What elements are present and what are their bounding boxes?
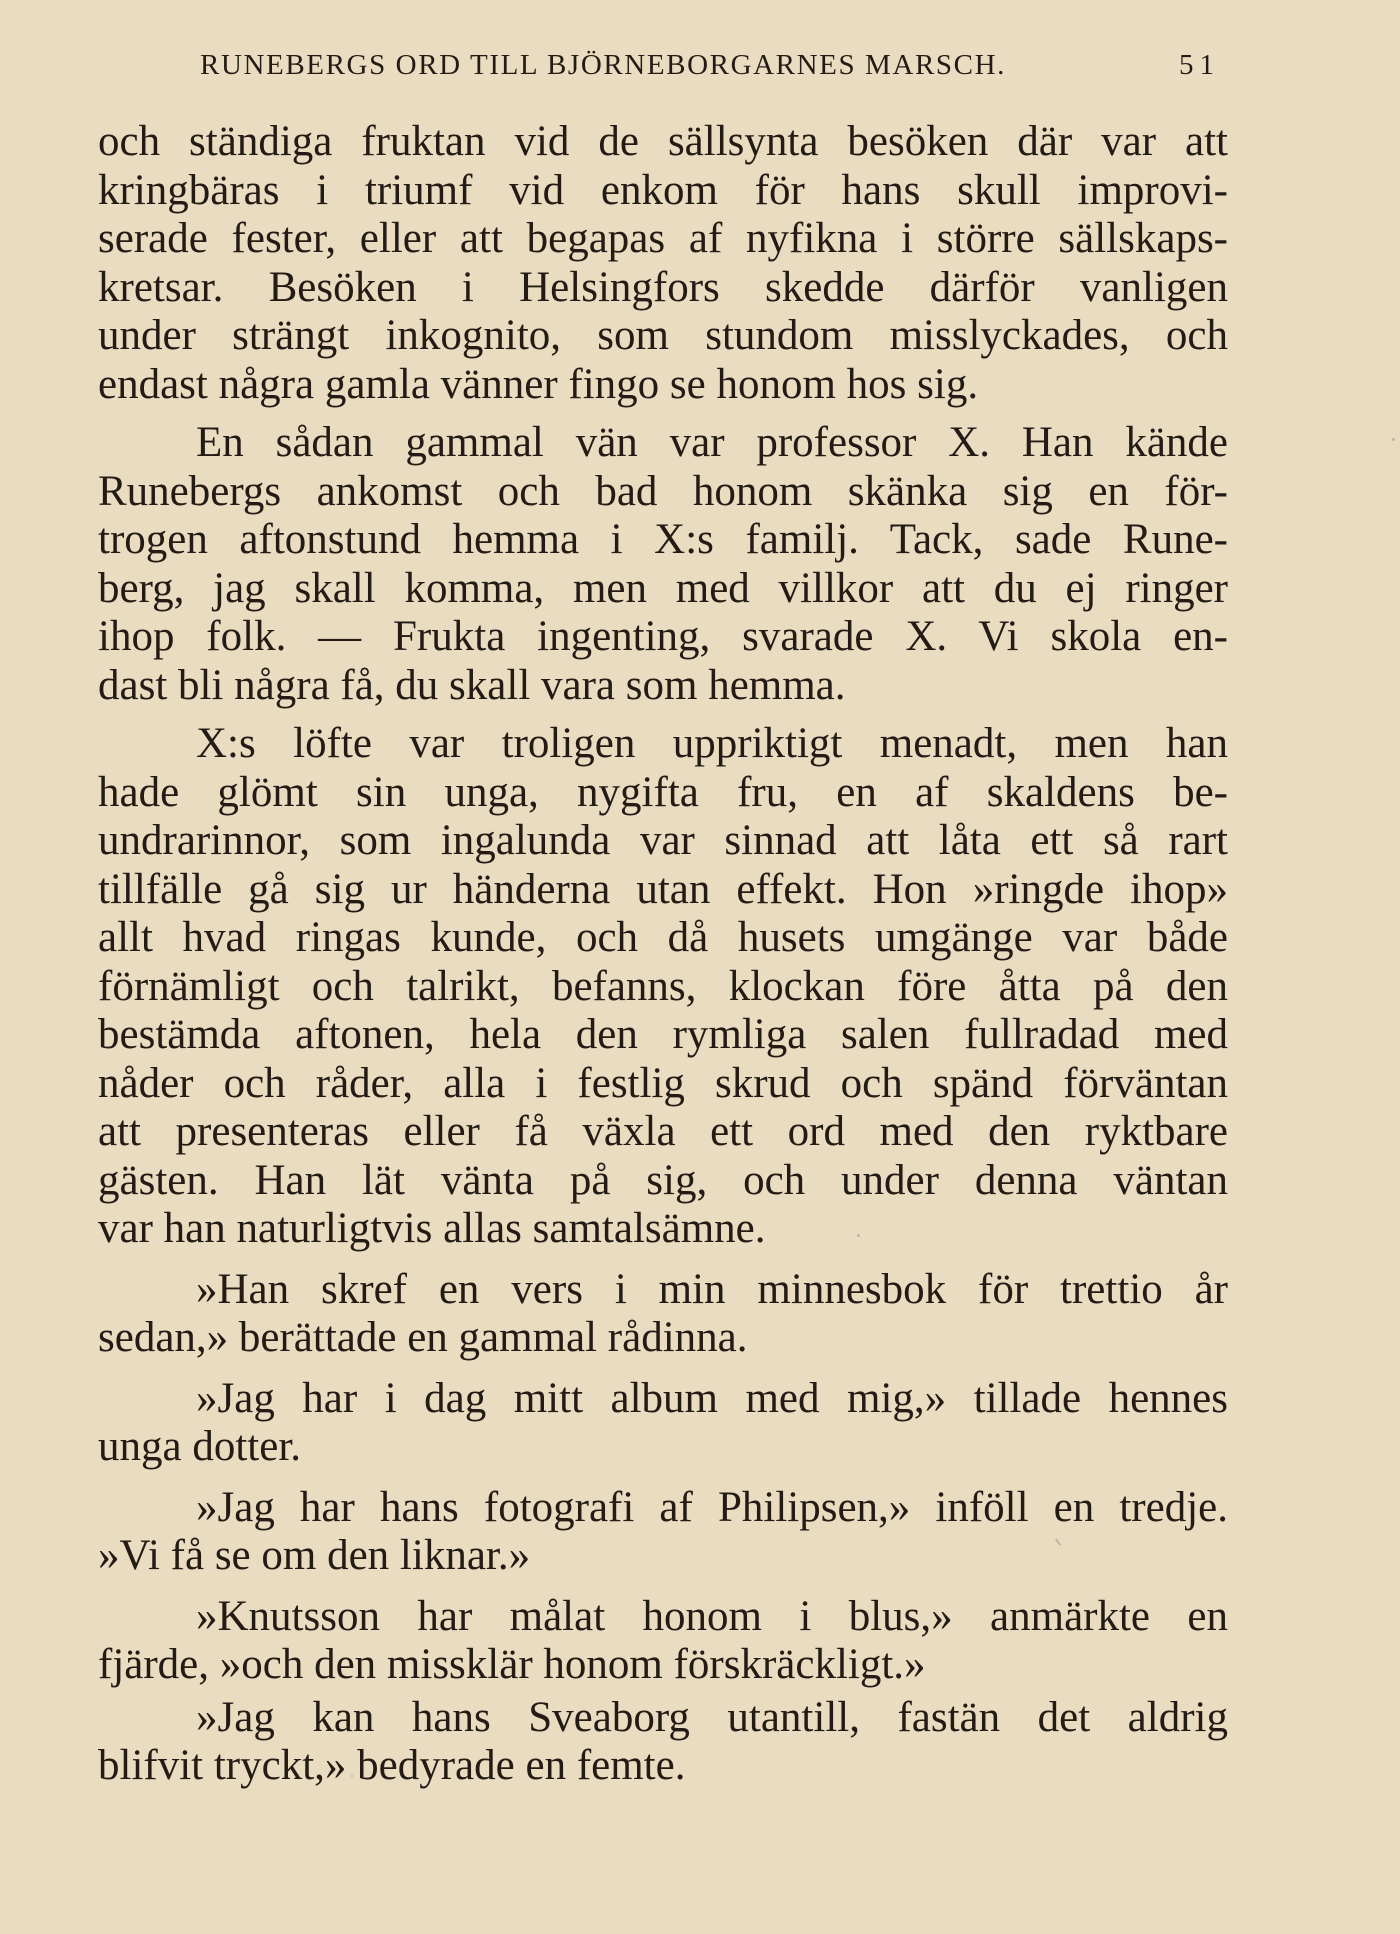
text-line: förnämligt och talrikt, befanns, klockan före åtta på den	[98, 962, 1228, 1010]
text-line: berg, jag skall komma, men med villkor att du ej ringer	[98, 564, 1228, 612]
paragraph-3	[98, 720, 1228, 1254]
paragraph-1	[98, 118, 1228, 409]
page-number: 51	[1179, 49, 1220, 81]
text-line: endast några gamla vänner fingo se honom hos sig.	[98, 360, 979, 408]
text-line: »Han skref en vers i min minnesbok för trettio år	[196, 1265, 1228, 1313]
text-line: unga dotter.	[98, 1423, 302, 1470]
text-line: bestämda aftonen, hela den rymliga salen fullradad med	[98, 1011, 1228, 1058]
running-header	[200, 42, 1228, 88]
text-line: undrarinnor, som ingalunda var sinnad att låta ett så rart	[98, 817, 1228, 864]
text-line: och ständiga fruktan vid de sällsynta besöken där var att	[98, 118, 1228, 165]
text-line: hade glömt sin unga, nygifta fru, en af skaldens be-	[98, 768, 1228, 816]
paper-fleck	[1392, 438, 1395, 441]
text-line: blifvit tryckt,» bedyrade en femte.	[98, 1742, 686, 1789]
text-line: »Jag kan hans Sveaborg utantill, fastän det aldrig	[196, 1693, 1228, 1741]
text-line: kretsar. Besöken i Helsingfors skedde därför vanligen	[98, 263, 1228, 311]
text-line: fjärde, »och den missklär honom förskräckligt.»	[98, 1641, 926, 1688]
text-line: dast bli några få, du skall vara som hemma.	[98, 661, 846, 709]
text-line: X:s löfte var troligen uppriktigt menadt, men han	[196, 720, 1228, 767]
text-line: var han naturligtvis allas samtalsämne.	[98, 1205, 766, 1252]
paper-fleck	[857, 1234, 860, 1237]
text-line: gästen. Han lät vänta på sig, och under denna väntan	[98, 1156, 1228, 1204]
paper-fleck	[351, 1775, 353, 1777]
text-line: Runebergs ankomst och bad honom skänka sig en för-	[98, 467, 1228, 515]
text-line: En sådan gammal vän var professor X. Han kände	[196, 419, 1228, 466]
body-text	[98, 118, 1228, 1791]
text-line: serade fester, eller att begapas af nyfikna i större sällskaps-	[98, 215, 1228, 262]
text-line: allt hvad ringas kunde, och då husets umgänge var både	[98, 914, 1228, 961]
text-line: kringbäras i triumf vid enkom för hans skull improvi-	[98, 166, 1228, 214]
text-line: trogen aftonstund hemma i X:s familj. Tack, sade Rune-	[98, 516, 1228, 563]
text-line: under strängt inkognito, som stundom misslyckades, och	[98, 312, 1228, 359]
text-line: att presenteras eller få växla ett ord med den ryktbare	[98, 1108, 1228, 1155]
paragraph-4	[98, 1266, 1228, 1363]
text-line: »Jag har hans fotografi af Philipsen,» inföll en tredje.	[196, 1483, 1228, 1531]
text-line: nåder och råder, alla i festlig skrud och spänd förväntan	[98, 1059, 1228, 1107]
paragraph-7	[98, 1593, 1228, 1690]
paragraph-2	[98, 419, 1228, 710]
text-line: tillfälle gå sig ur händerna utan effekt. Hon »ringde ihop»	[98, 865, 1228, 913]
paragraph-5	[98, 1375, 1228, 1472]
text-line: »Knutsson har målat honom i blus,» anmärkte en	[196, 1592, 1228, 1640]
text-line: ihop folk. — Frukta ingenting, svarade X. Vi skola en-	[98, 613, 1228, 660]
running-title: RUNEBERGS ORD TILL BJÖRNEBORGARNES MARSCH.	[200, 49, 1006, 81]
text-line: »Jag har i dag mitt album med mig,» tillade hennes	[196, 1374, 1228, 1422]
paragraph-8	[98, 1694, 1228, 1791]
paragraph-6	[98, 1484, 1228, 1581]
text-line: »Vi få se om den liknar.»	[98, 1532, 531, 1579]
text-line: sedan,» berättade en gammal rådinna.	[98, 1314, 748, 1361]
